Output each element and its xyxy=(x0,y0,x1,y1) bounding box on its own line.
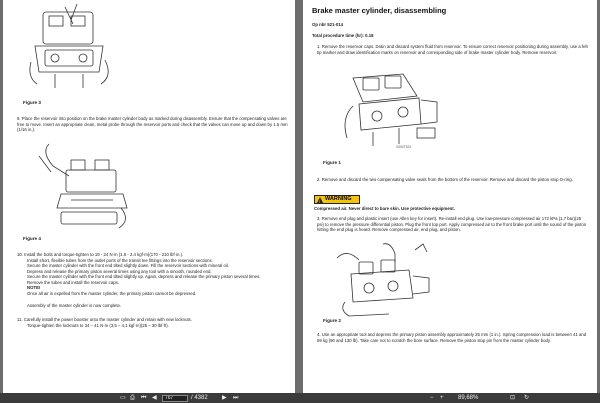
figure-1-caption: Figure 1 xyxy=(323,160,341,165)
zoom-in-icon[interactable]: + xyxy=(440,395,444,401)
warning-label: WARNING xyxy=(325,196,352,202)
pdf-page-left xyxy=(3,0,295,393)
step-4-text: 4. Use an appropriate tool and depress the primary piston assembly approximately 25 mm (1 in.). Spring compression load is between 41 and 59 kg (90 and 130 lb). Take care not to scratch the bore surface. Remove the piston stop pin from the master cylinder body. xyxy=(317,332,587,343)
figure-4-caption: Figure 4 xyxy=(23,236,41,241)
assembly-complete-text: Assembly of the master cylinder is now complete. xyxy=(27,303,122,308)
step-11-line-2: Torque-tighten the locknuts to 34 – 41 N·m (3,5 – 4,1 kgf·m)(25 – 30 lbf·ft). xyxy=(27,322,169,328)
step-10-line-5: Secure the master cylinder with the front end tilted slightly up. Again, depress and release the primary piston several times. xyxy=(27,274,261,279)
warning-text: Compressed air. Never direct to bare skin. Use protective equipment. xyxy=(314,206,455,211)
figure-4-image xyxy=(31,142,141,232)
prev-page-icon[interactable]: ◀ xyxy=(152,395,157,401)
step-10-line-4: Depress and release the primary piston several times using any tool with a smooth, rounded end. xyxy=(27,268,212,274)
step-9-text: 9. Place the reservoir into position on the brake master cylinder body as marked during disassembly. Ensure that the compensating valves are free to move. Insert an appropriate clean, metal probe through the reservoir ports and check that the valves can move up and down by 1.5 mm (1/16 in.). xyxy=(17,116,288,132)
warning-icon xyxy=(317,197,323,203)
step-11-line-1: 11. Carefully install the power booster onto the master cylinder and retain with new locknuts. xyxy=(17,317,192,322)
step-3-text: 3. Remove end plug and plastic insert (use Allen key for insert). Re-install end plug. Use low-pressure compressed air 172 kPa (1,7 bar)(25 psi) to remove the pressure differential piston. Plug the front top port. Apply compressed air to the front brake port until the sound of the piston hitting the end plug is heard. Remove compressed air, end plug, and piston. xyxy=(317,216,587,232)
note-text: Once all air is expelled from the master cylinder, the primary piston cannot be depressed. xyxy=(27,290,197,296)
pdf-page-right xyxy=(303,0,597,393)
page-number-input[interactable] xyxy=(162,395,188,402)
total-procedure-time: Total procedure time (hr): 0.18 xyxy=(312,33,374,38)
op-number: Op nbr 521-014 xyxy=(312,22,344,27)
note-label: NOTE! xyxy=(27,285,41,290)
step-10-line-2: Install short, flexible tubes from the outlet ports of the transit tee fittings into the reservoir sections. xyxy=(27,257,213,263)
figure-3-image xyxy=(25,2,115,92)
figure-2-caption: Figure 2 xyxy=(323,318,341,323)
step-2-text: 2. Remove and discard the two compensating valve seals from the bottom of the reservoir. Remove and discard the piston stop O-ring. xyxy=(317,177,573,182)
rotate-icon[interactable]: ↻ xyxy=(524,395,530,401)
step-10-line-6: Remove the tubes and install the reservoir caps. xyxy=(27,279,119,285)
last-page-icon[interactable]: ⏭ xyxy=(233,395,239,401)
step-10-line-1: 10. Install the bolts and torque-tighten to 19 - 24 N·m (1.9 - 2.4 kgf·m)(170 - 210 lbf·in.). xyxy=(17,252,184,257)
zoom-out-icon[interactable]: − xyxy=(430,395,434,401)
figure-code: G0007524 xyxy=(396,145,411,149)
print-icon[interactable]: ⎙ xyxy=(130,395,135,401)
page-title: Brake master cylinder, disassembling xyxy=(312,6,447,15)
warning-badge xyxy=(314,195,360,204)
figure-1-image xyxy=(333,66,443,152)
figure-2-image xyxy=(329,240,439,320)
fit-page-icon[interactable]: ⊡ xyxy=(510,395,516,401)
step-1-text: 1. Remove the reservoir caps. Drain and discard system fluid from reservoir. To ensure correct reservoir positioning during assembly, use a felt tip marker and draw identification marks on reservoir and corresponding side of brake master cylinder body. Remove reservoir. xyxy=(317,44,588,55)
first-page-icon[interactable]: ⏮ xyxy=(141,395,147,401)
pdf-viewer-toolbar xyxy=(0,393,600,403)
save-icon[interactable]: ▭ xyxy=(120,395,126,401)
page-total: / 4382 xyxy=(191,395,208,401)
step-10-line-3: Secure the master cylinder with the front end tilted slightly down. Fill the reservoir sections with mineral oil. xyxy=(27,263,230,268)
figure-3-caption: Figure 3 xyxy=(23,100,41,105)
next-page-icon[interactable]: ▶ xyxy=(222,395,227,401)
zoom-level[interactable]: 89,68% xyxy=(458,395,479,401)
